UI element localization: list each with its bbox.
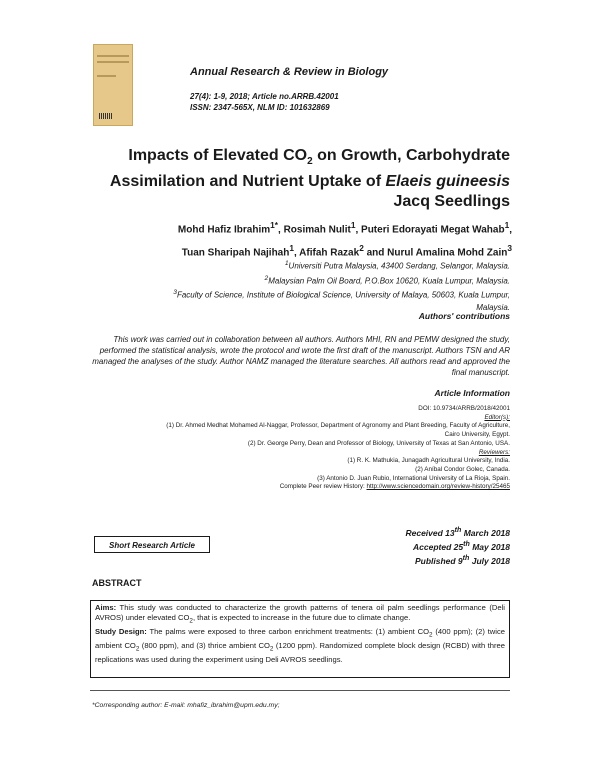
reviewers-label: Reviewers:: [478, 448, 510, 456]
journal-issue: 27(4): 1-9, 2018; Article no.ARRB.42001: [190, 92, 339, 101]
review-history-link[interactable]: http://www.sciencedomain.org/review-history/25465: [366, 483, 510, 491]
abstract-heading: ABSTRACT: [92, 578, 142, 588]
contributions-heading: Authors' contributions: [418, 311, 510, 321]
article-info: DOI: 10.9734/ARRB/2018/42001 Editor(s): (1) Dr. Ahmed Medhat Mohamed Al-Naggar, Professor, Department of Agronomy and Plant Breeding, Faculty of Agriculture, Cairo University, Egypt. (2) Dr. George Perry, Dean and Professor of Biology, University of Texas at San Antonio, USA. Reviewers: (1) R. K. Mathukia, Junagadh Agricultural University, India. (2) Aníbal Condor Golec, Canada. (3) Antonio D. Juan Rubio, International University of La Rioja, Spain. Complete Peer review History: http://www.sciencedomain.org/review-history/25465: [90, 405, 510, 492]
doi: DOI: 10.9734/ARRB/2018/42001: [418, 405, 510, 412]
journal-name: Annual Research & Review in Biology: [190, 66, 389, 78]
contributions-text: This work was carried out in collaboration between all authors. Authors MHI, RN and PEMW designed the study, performed the statistical analysis, wrote the protocol and wrote the first draft of the manuscript. Authors TSN and AR managed the analyses of the study. Author NAMZ managed the literature searches. All authors read and approved the final manuscript.: [92, 335, 510, 377]
corresponding-author-footnote: *Corresponding author: E-mail: mhafiz_ibrahim@upm.edu.my;: [92, 702, 280, 709]
cover-band: [97, 75, 116, 77]
article-info-heading: Article Information: [434, 388, 510, 398]
barcode-icon: [99, 113, 113, 119]
author-list: Mohd Hafiz Ibrahim$^{1*}$, Rosimah Nulit$^1$, Puteri Edorayati Megat Wahab$^1$, Tuan Sharipah Najihah$^1$, Afifah Razak$^2$ and Nurul Amalina Mohd Zain$^3$: [177, 220, 512, 259]
affiliations: $^1$Universiti Putra Malaysia, 43400 Serdang, Selangor, Malaysia. $^2$Malaysian Palm Oil Board, P.O.Box 10620, Kuala Lumpur, Malaysia. $^3$Faculty of Science, Institute of Biological Science, University of Malaya, 50603, Kuala Lumpur, Malaysia.: [173, 260, 510, 312]
species-name: Elaeis guineesis: [385, 173, 510, 191]
paper-title: Impacts of Elevated $CO_2$ on Growth, Carbohydrate Assimilation and Nutrient Uptake of Elaeis guineesis Jacq Seedlings: [109, 147, 510, 211]
footnote-divider: [90, 690, 510, 691]
publication-dates: Received 13th March 2018 Accepted 25th May 2018 Published 9th July 2018: [405, 526, 510, 566]
cover-band: [97, 55, 129, 57]
journal-cover-thumbnail: [93, 44, 133, 126]
article-type-badge: Short Research Article: [94, 536, 210, 553]
journal-issn: ISSN: 2347-565X, NLM ID: 101632869: [190, 103, 330, 112]
cover-band: [97, 61, 129, 63]
editors-label: Editor(s):: [484, 413, 510, 421]
abstract-box: Aims: This study was conducted to characterize the growth patterns of tenera oil palm seedlings performance (Deli AVROS) under elevated $CO_2$, that is expected to increase in the future due to climate change. Study Design: The palms were exposed to three carbon enrichment treatments: (1) ambient $CO_2$ (400 ppm); (2) twice ambient $CO_2$ (800 ppm), and (3) thrice ambient $CO_2$ (1200 ppm). Randomized complete block design (RCBD) with three replications was used during the experiment using Deli AVROS seedlings.: [90, 600, 510, 678]
